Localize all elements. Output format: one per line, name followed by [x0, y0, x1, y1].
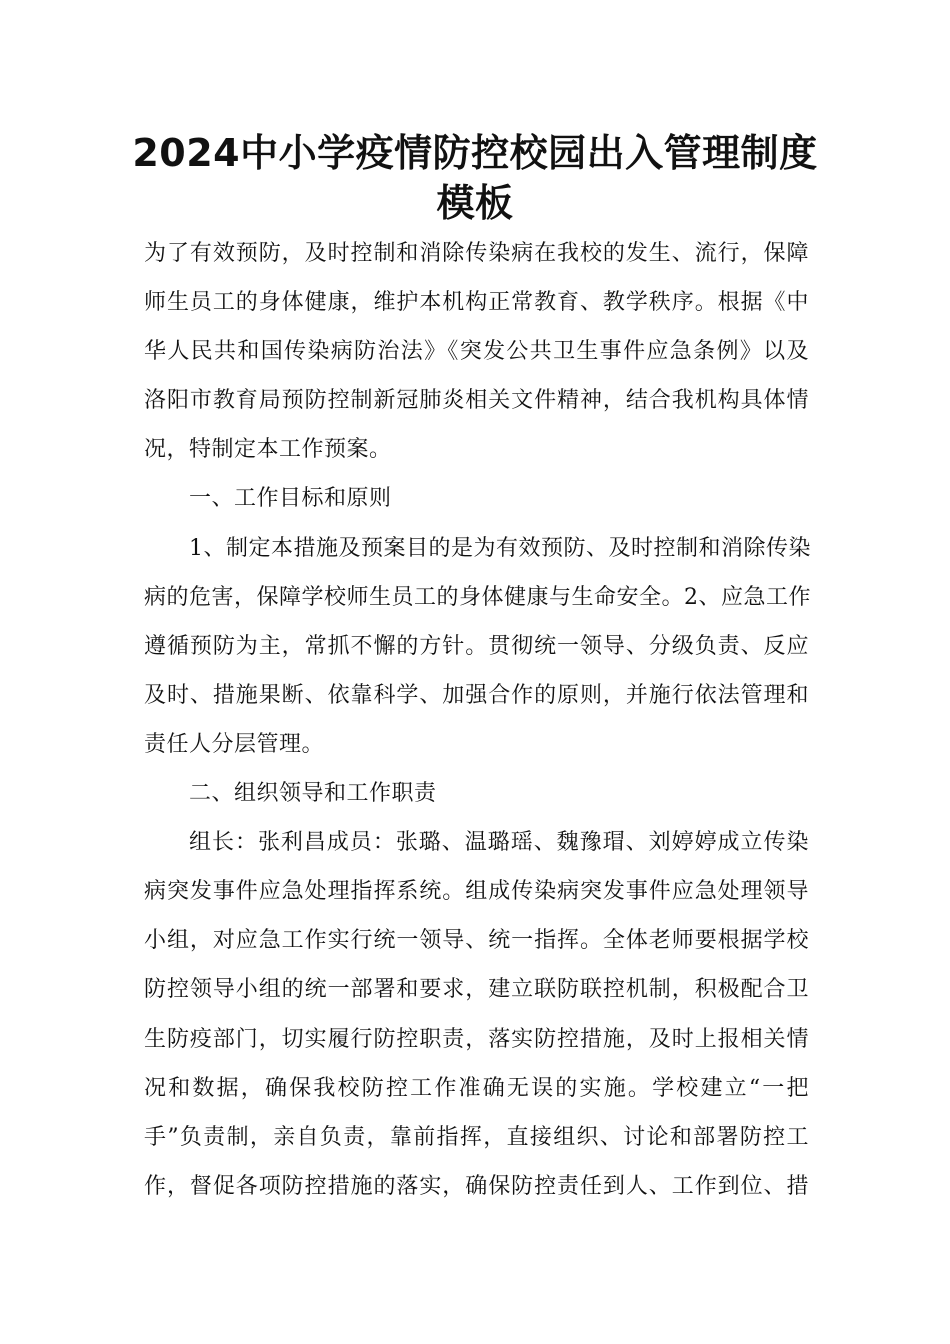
body-line: 况和数据，确保我校防控工作准确无误的实施。学校建立“一把 — [144, 1075, 809, 1101]
section-heading-2: 二、组织领导和工作职责 — [189, 781, 437, 807]
body-line: 生防疫部门，切实履行防控职责，落实防控措施，及时上报相关情 — [144, 1026, 809, 1052]
body-line: 遵循预防为主，常抓不懈的方针。贯彻统一领导、分级负责、反应 — [144, 633, 809, 659]
body-line: 手”负责制，亲自负责，靠前指挥，直接组织、讨论和部署防控工 — [144, 1124, 809, 1150]
document-title-line-1: 2024中小学疫情防控校园出入管理制度 — [132, 131, 818, 175]
body-line: 作，督促各项防控措施的落实，确保防控责任到人、工作到位、措 — [144, 1173, 809, 1199]
body-line: 华人民共和国传染病防治法》《突发公共卫生事件应急条例》以及 — [144, 339, 809, 365]
body-line: 及时、措施果断、依靠科学、加强合作的原则，并施行依法管理和 — [144, 682, 809, 708]
body-line: 组长：张利昌成员：张璐、温璐瑶、魏豫瑁、刘婷婷成立传染 — [189, 830, 809, 856]
body-line: 洛阳市教育局预防控制新冠肺炎相关文件精神，结合我机构具体情 — [144, 388, 809, 414]
body-line: 为了有效预防，及时控制和消除传染病在我校的发生、流行，保障 — [144, 241, 809, 266]
body-line: 防控领导小组的统一部署和要求，建立联防联控机制，积极配合卫 — [144, 977, 809, 1003]
document-body — [144, 229, 809, 1211]
section-heading-1: 一、工作目标和原则 — [189, 486, 392, 512]
body-line: 病的危害，保障学校师生员工的身体健康与生命安全。2、应急工作 — [144, 584, 811, 610]
body-line: 责任人分层管理。 — [144, 731, 325, 757]
body-line: 况，特制定本工作预案。 — [144, 437, 392, 463]
body-line: 师生员工的身体健康，维护本机构正常教育、教学秩序。根据《中 — [144, 290, 809, 316]
body-line: 病突发事件应急处理指挥系统。组成传染病突发事件应急处理领导 — [144, 879, 809, 905]
body-line: 小组，对应急工作实行统一领导、统一指挥。全体老师要根据学校 — [144, 928, 809, 954]
body-line: 1、制定本措施及预案目的是为有效预防、及时控制和消除传染 — [189, 535, 811, 561]
document-title-line-2: 模板 — [436, 181, 514, 225]
